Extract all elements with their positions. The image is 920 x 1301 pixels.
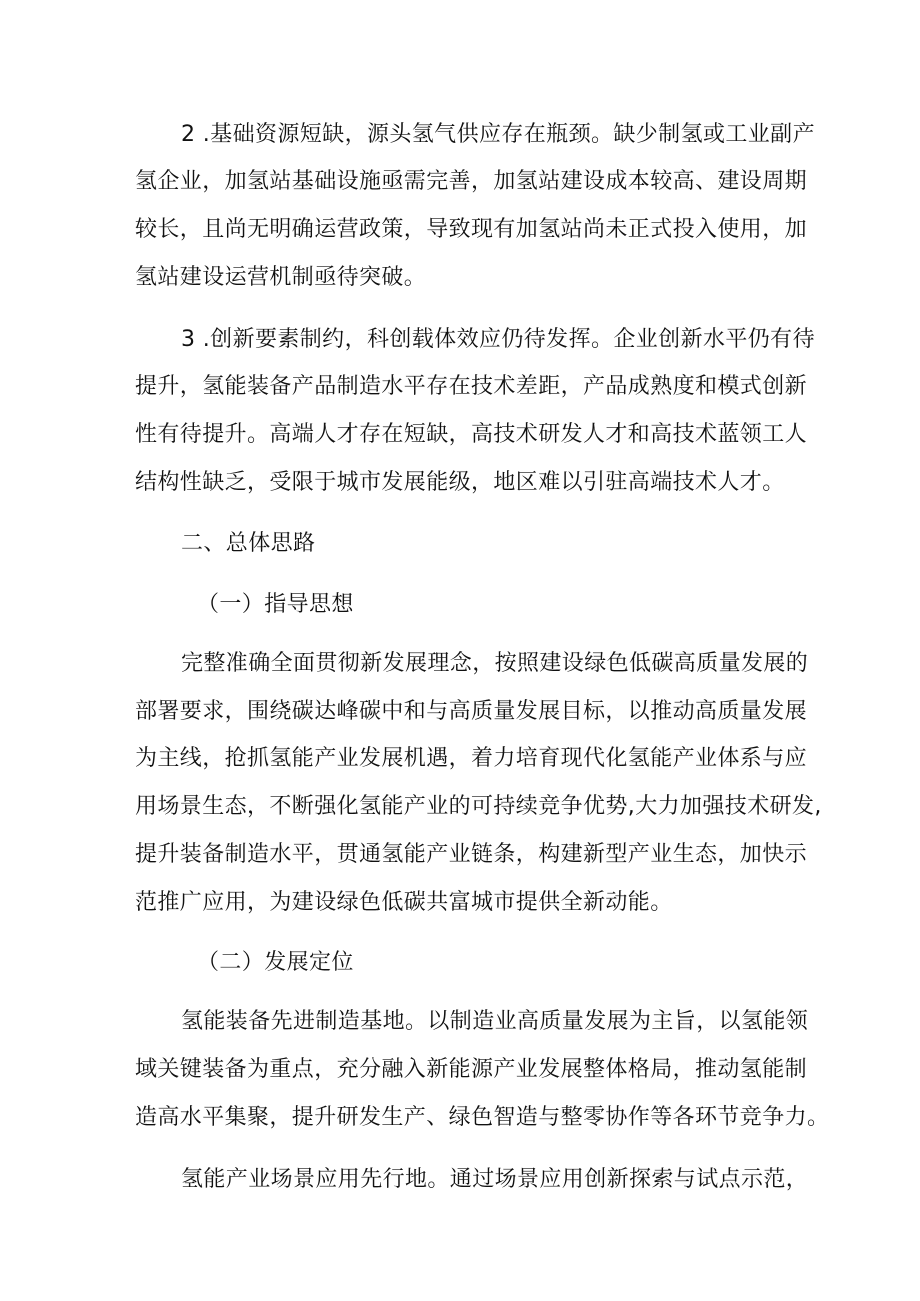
section-heading-overall-approach: 二、总体思路 <box>181 531 316 556</box>
paragraph-1-line-1: 2 .基础资源短缺，源头氢气供应存在瓶颈。缺少制氢或工业副产 <box>181 122 815 147</box>
paragraph-1-line-3: 较长，且尚无明确运营政策，导致现有加氢站尚未正式投入使用，加 <box>135 217 808 242</box>
paragraph-3-line-5: 提升装备制造水平，贯通氢能产业链条，构建新型产业生态，加快示 <box>135 842 808 867</box>
paragraph-5-line-1: 氢能产业场景应用先行地。通过场景应用创新探索与试点示范， <box>181 1167 809 1192</box>
paragraph-4-line-2: 域关键装备为重点，充分融入新能源产业发展整体格局，推动氢能制 <box>135 1057 808 1082</box>
paragraph-4-line-1: 氢能装备先进制造基地。以制造业高质量发展为主旨，以氢能领 <box>181 1009 809 1034</box>
subsection-heading-guiding-ideology: （一）指导思想 <box>197 592 354 617</box>
paragraph-2-line-4: 结构性缺乏，受限于城市发展能级，地区难以引驻高端技术人才。 <box>135 470 785 495</box>
paragraph-2-line-2: 提升，氢能装备产品制造水平存在技术差距，产品成熟度和模式创新 <box>135 374 808 399</box>
paragraph-4-line-3: 造高水平集聚，提升研发生产、绿色智造与整零协作等各环节竞争力。 <box>135 1105 830 1130</box>
paragraph-2-line-3: 性有待提升。高端人才存在短缺，高技术研发人才和高技术蓝领工人 <box>135 422 808 447</box>
paragraph-3-line-1: 完整准确全面贯彻新发展理念，按照建设绿色低碳高质量发展的 <box>181 651 809 676</box>
paragraph-3-line-3: 为主线，抢抓氢能产业发展机遇，着力培育现代化氢能产业体系与应 <box>135 746 808 771</box>
paragraph-2-line-1: 3 .创新要素制约，科创载体效应仍待发挥。企业创新水平仍有待 <box>181 327 815 352</box>
paragraph-3-line-6: 范推广应用，为建设绿色低碳共富城市提供全新动能。 <box>135 890 673 915</box>
subsection-heading-development-positioning: （二）发展定位 <box>197 950 354 975</box>
paragraph-1-line-4: 氢站建设运营机制亟待突破。 <box>135 265 427 290</box>
paragraph-3-line-4: 用场景生态，不断强化氢能产业的可持续竞争优势,大力加强技术研发, <box>135 794 822 819</box>
paragraph-3-line-2: 部署要求，围绕碳达峰碳中和与高质量发展目标，以推动高质量发展 <box>135 699 808 724</box>
paragraph-1-line-2: 氢企业，加氢站基础设施亟需完善，加氢站建设成本较高、建设周期 <box>135 169 808 194</box>
